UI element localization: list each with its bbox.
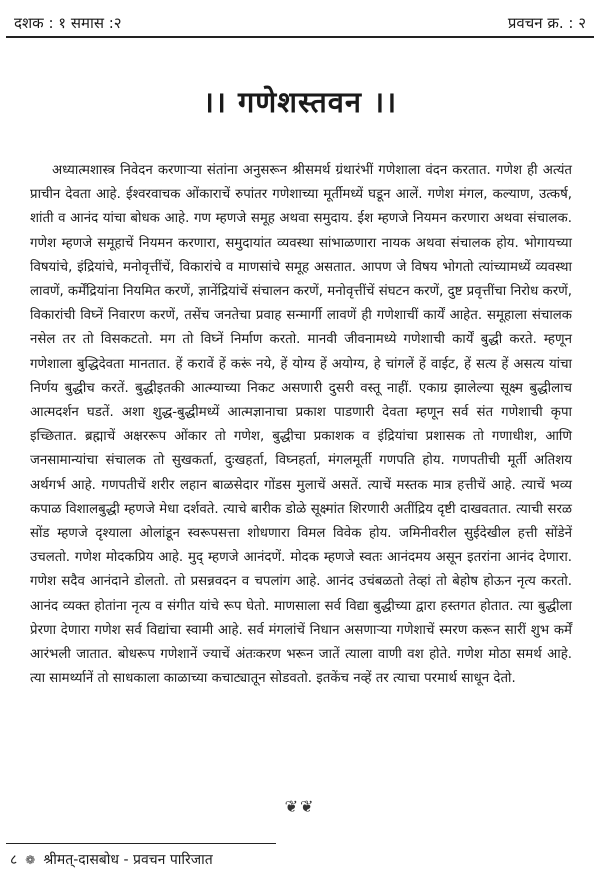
ornament-divider: ❦❦ [284, 797, 316, 816]
header-divider [6, 36, 594, 38]
chapter-section-label: दशक : १ समास :२ [14, 14, 122, 32]
book-title: श्रीमत्-दासबोध - प्रवचन पारिजात [43, 852, 213, 868]
page-header [14, 10, 586, 36]
body-text [30, 159, 572, 691]
page-title: ।। गणेशस्तवन ।। [202, 85, 398, 119]
page-number: ८ [10, 852, 18, 868]
discourse-number-label: प्रवचन क्र. : २ [507, 14, 586, 32]
page-footer [10, 850, 213, 869]
footer-divider [6, 843, 276, 844]
flower-icon: ❁ [25, 852, 36, 867]
body-paragraph: अध्यात्मशास्त्र निवेदन करणाऱ्या संतांना अनुसरून श्रीसमर्थ ग्रंथारंभीं गणेशाला वंदन करतात. गणेश ही अत्यंत प्राचीन देवता आहे. ईश्वरवाचक ओंकाराचें रुपांतर गणेशाच्या मूर्तीमध्यें घडून आलें. गणेश मंगल, कल्याण, उत्कर्ष, शांती व आनंद यांचा बोधक आहे. गण म्हणजे समूह अथवा समुदाय. ईश म्हणजे नियमन करणारा अथवा संचालक. गणेश म्हणजे समूहाचें नियमन करणारा, समुदायांत व्यवस्था सांभाळणारा नायक अथवा संचालक होय. भोगायच्या विषयांचे, इंद्रियांचे, मनोवृत्तींचें, विकारांचे व माणसांचे समूह असतात. आपण जे विषय भोगतो त्यांच्यामध्यें व्यवस्था लावणें, कर्मेंद्रियांना नियमित करणें, ज्ञानेंद्रियांचें संचालन करणें, मनोवृत्तींचें संघटन करणें, दुष्ट प्रवृत्तींचा निरोध करणें, विकारांची विघ्नें निवारण करणें, तसेंच जनतेचा प्रवाह सन्मार्गी लावणें ही गणेशाचीं कार्यें आहेत. समूहाला संचालक नसेल तर तो विसकटतो. मग तो विघ्नें निर्माण करतो. मानवी जीवनामध्ये गणेशाची कार्यें बुद्धी करते. म्हणून गणेशाला बुद्धिदेवता मानतात. हें करावें हें करूं नये, हें योग्य हें अयोग्य, हे चांगलें हें वाईट, हें सत्य हें असत्य यांचा निर्णय बुद्धीच करतें. बुद्धीइतकी आत्म्याच्या निकट असणारी दुसरी वस्तू नाहीं. एकाग्र झालेल्या सूक्ष्म बुद्धीलाच आत्मदर्शन घडतें. अशा शुद्ध-बुद्धीमध्यें आत्मज्ञानाचा प्रकाश पाडणारी देवता म्हणून सर्व संत गणेशाची कृपा इच्छितात. ब्रह्माचें अक्षररूप ओंकार तो गणेश, बुद्धीचा प्रकाशक व इंद्रियांचा प्रशासक तो गणाधीश, आणि जनसामान्यांचा संचालक तो सुखकर्ता, दुःखहर्ता, विघ्नहर्ता, मंगलमूर्ती गणपति होय. गणपतीची मूर्ती अतिशय अर्थगर्भ आहे. गणपतीचें शरीर लहान बाळसेदार गोंडस मुलाचें असतें. त्याचें मस्तक मात्र हत्तीचें आहे. त्याचें भव्य कपाळ विशालबुद्धी म्हणजे मेधा दर्शवते. त्याचे बारीक डोळे सूक्ष्मांत शिरणारी अतींद्रिय दृष्टी दाखवतात. त्याची सरळ सोंड म्हणजे दृश्याला ओलांडून स्वरूपसत्ता शोधणारा विमल विवेक होय. जमिनीवरील सुईदेखील हत्ती सोंडेनें उचलतो. गणेश मोदकप्रिय आहे. मुद् म्हणजे आनंदणें. मोदक म्हणजे स्वतः आनंदमय असून इतरांना आनंद देणारा. गणेश सदैव आनंदाने डोलतो. तो प्रसन्नवदन व चपलांग आहे. आनंद उचंबळतो तेव्हां तो बेहोष होऊन नृत्य करतो. आनंद व्यक्त होतांना नृत्य व संगीत यांचे रूप घेतो. माणसाला सर्व विद्या बुद्धीच्या द्वारा हस्तगत होतात. त्या बुद्धीला प्रेरणा देणारा गणेश सर्व विद्यांचा स्वामी आहे. सर्व मंगलांचें निधान असणाऱ्या गणेशाचें स्मरण करून सारीं शुभ कर्में आरंभली जातात. बोधरूप गणेशानें ज्याचें अंतःकरण भरून जातें त्याला वाणी वश होते. गणेश मोठा समर्थ आहे. त्या सामर्थ्यानें तो साधकाला काळाच्या कचाट्यातून सोडवतो. इतकेंच नव्हें तर त्याचा परमार्थ साधून देतो. [30, 163, 572, 687]
